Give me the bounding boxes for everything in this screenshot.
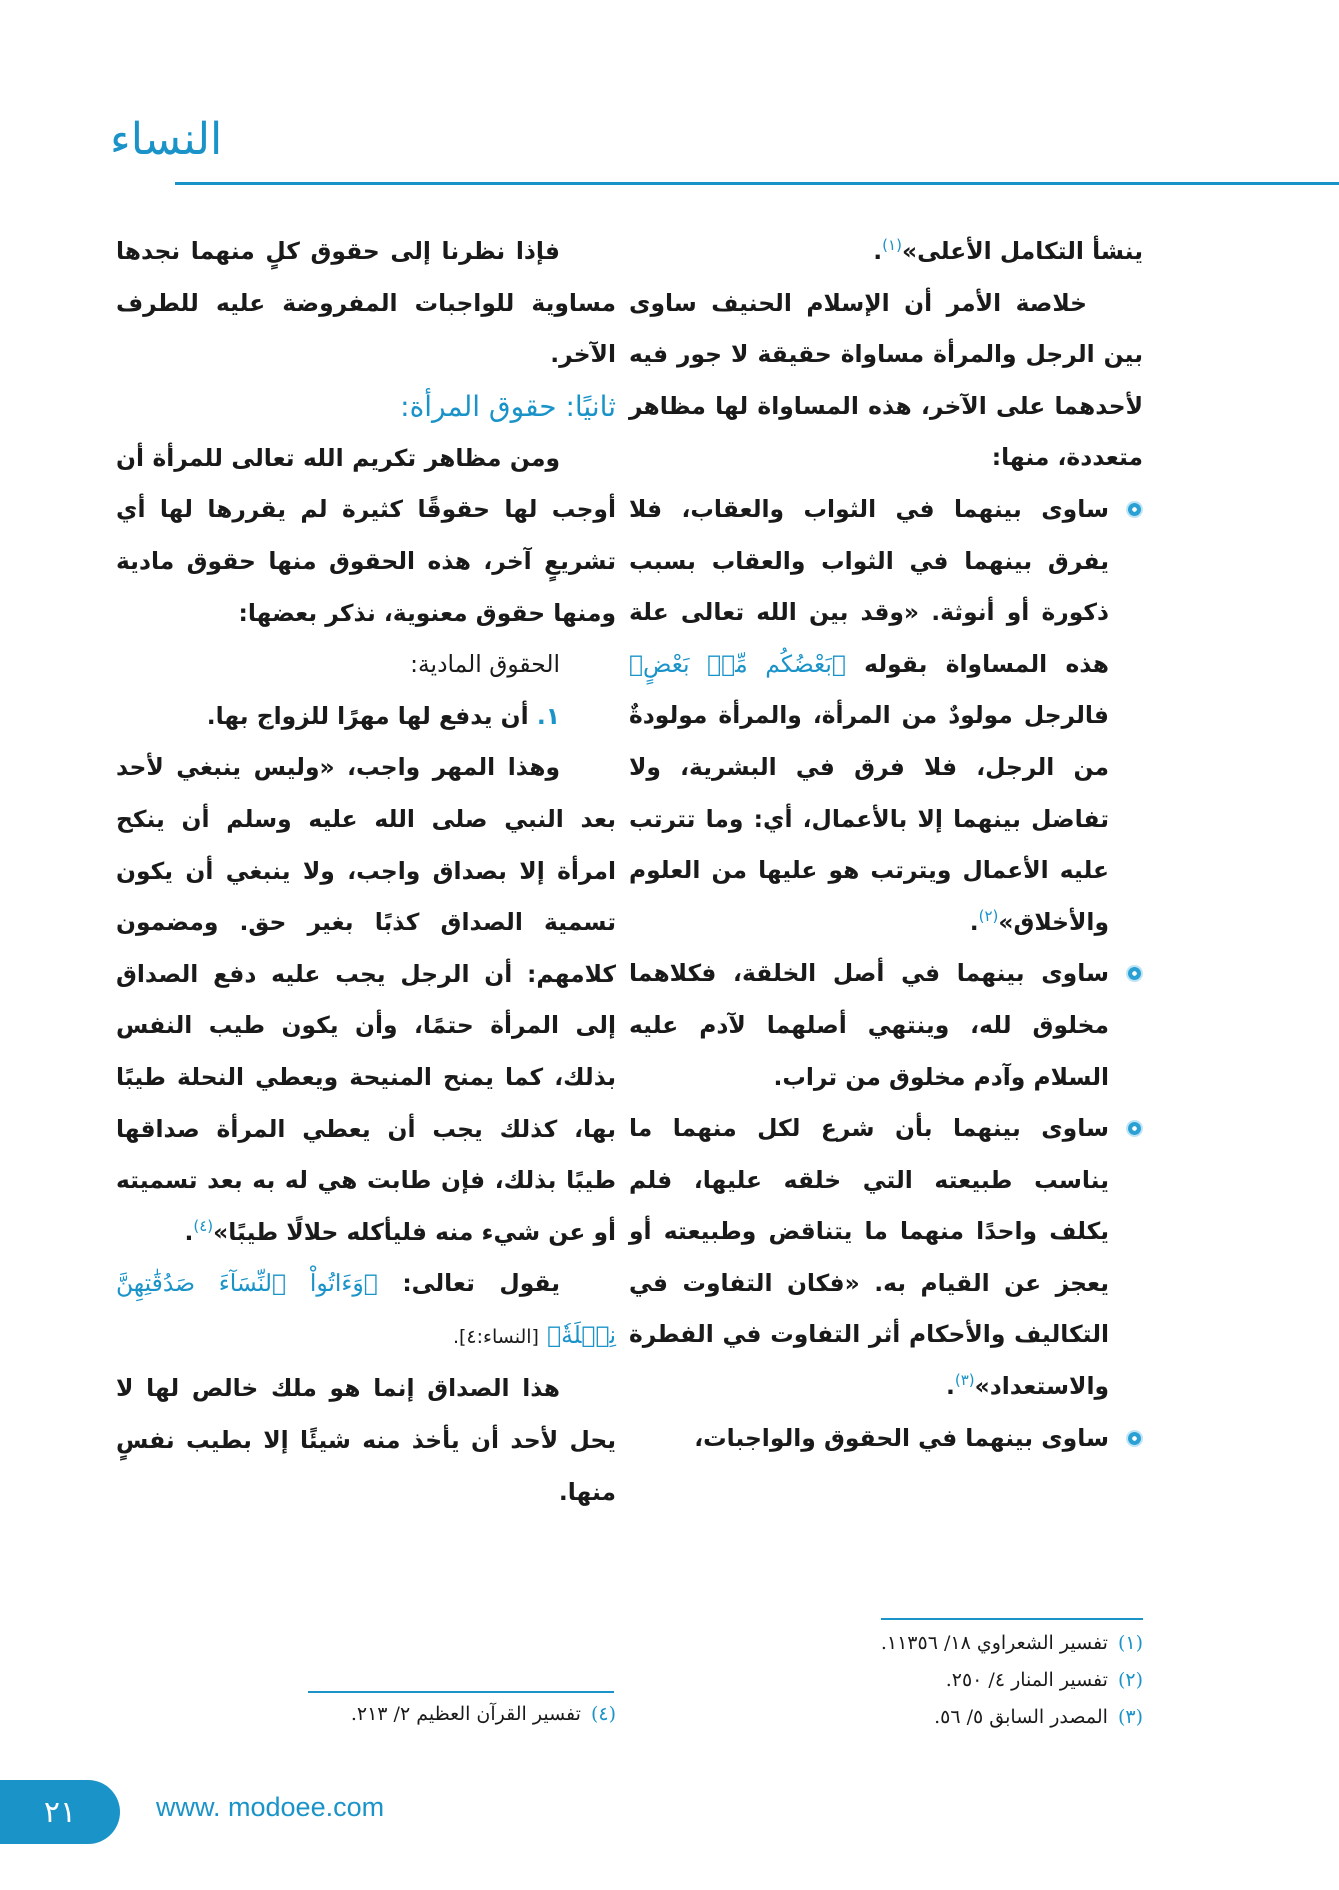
quran-verse: ﴿وَءَاتُواْ ٱلنِّسَآءَ صَدُقَٰتِهِنَّ نِحۡلَةٗ﴾ xyxy=(116,1269,616,1349)
paragraph-dowry: وهذا المهر واجب، «وليس ينبغي لأحد بعد النبي صلى الله عليه وسلم أن ينكح امرأة إلا بصداق واجب، ولا ينبغي أن يكون تسمية الصداق كذبًا بغير حق. ومضمون كلامهم: أن الرجل يجب عليه دفع الصداق إلى المرأة حتمًا، وأن يكون طيب النفس بذلك، كما يمنح المنيحة ويعطي النحلة طيبًا بها، كذلك يجب أن يعطي المرأة صداقها طيبًا بذلك، فإن طابت هي له به بعد تسميته أو عن شيء منه فليأكله حلالًا طيبًا»$^{(٤)}$. xyxy=(116,753,616,1246)
bullet-flower-icon xyxy=(1128,503,1141,516)
paragraph-summary: خلاصة الأمر أن الإسلام الحنيف ساوى بين الرجل والمرأة مساواة حقيقة لا جور فيه لأحدهما على الآخر، هذه المساواة لها مظاهر متعددة، منها: xyxy=(629,288,1143,472)
bullet-item: ساوى بينهما في أصل الخلقة، فكلاهما مخلوق لله، وينتهي أصلهما لآدم عليه السلام وآدم مخلوق من تراب. xyxy=(629,948,1143,1103)
left-column xyxy=(116,226,616,1518)
footnote-divider xyxy=(881,1618,1143,1620)
paragraph-intro: فإذا نظرنا إلى حقوق كلٍ منهما نجدها مساوية للواجبات المفروضة عليه للطرف الآخر. xyxy=(116,237,616,369)
paragraph-continuation: ينشأ التكامل الأعلى»$^{(١)}$. xyxy=(873,236,1143,265)
bullet-flower-icon xyxy=(1128,1432,1141,1445)
numbered-item: ١. أن يدفع لها مهرًا للزواج بها. xyxy=(206,701,560,730)
paragraph-verse: يقول تعالى: ﴿وَءَاتُواْ ٱلنِّسَآءَ صَدُقَٰتِهِنَّ نِحۡلَةٗ﴾ [النساء:٤]. xyxy=(116,1269,616,1349)
website-link[interactable]: www. modoee.com xyxy=(156,1792,385,1822)
footnotes-right xyxy=(623,1625,1143,1736)
section-heading: ثانيًا: حقوق المرأة: xyxy=(400,389,616,423)
quran-verse: ﴿بَعْضُكُم مِّنۢ بَعْضٍ﴾ xyxy=(629,649,846,678)
bullet-flower-icon xyxy=(1128,967,1141,980)
item-number: ١. xyxy=(536,701,560,730)
paragraph-rights: ومن مظاهر تكريم الله تعالى للمرأة أن أوجب لها حقوقًا كثيرة لم يقررها لها أي تشريعٍ آخر، هذه الحقوق منها حقوق مادية ومنها حقوق معنوية، نذكر بعضها: xyxy=(116,443,616,627)
footnote: (٤)تفسير القرآن العظيم ٢/ ٢١٣. xyxy=(350,1703,616,1725)
header-rule xyxy=(175,182,1339,185)
footnotes-left xyxy=(116,1696,616,1733)
footnote: (٢)تفسير المنار ٤/ ٢٥٠. xyxy=(945,1669,1143,1691)
bullet-flower-icon xyxy=(1128,1122,1141,1135)
footnote-ref[interactable]: (٢) xyxy=(978,906,999,925)
footnote-ref[interactable]: (٤) xyxy=(193,1216,214,1235)
footnote-ref[interactable]: (٣) xyxy=(954,1371,975,1390)
bullet-item: ساوى بينهما في الثواب والعقاب، فلا يفرق بينهما في الثواب والعقاب بسبب ذكورة أو أنوثة. «وقد بين الله تعالى علة هذه المساواة بقوله ﴿بَعْضُكُم مِّنۢ بَعْضٍ﴾ فالرجل مولودٌ من المرأة، والمرأة مولودةٌ من الرجل، فلا فرق في البشرية، ولا تفاضل بينهما إلا بالأعمال، أي: وما تترتب عليه الأعمال ويترتب هو عليها من العلوم والأخلاق»$^{(٢)}$. xyxy=(629,484,1143,948)
paragraph-material-rights: الحقوق المادية: xyxy=(410,650,560,679)
footnote: (١)تفسير الشعراوي ١٨/ ١١٣٥٦. xyxy=(880,1632,1143,1654)
footnote: (٣)المصدر السابق ٥/ ٥٦. xyxy=(934,1706,1143,1728)
footnote-divider xyxy=(308,1691,614,1693)
page-number: ٢١ xyxy=(0,1780,120,1844)
paragraph-ownership: هذا الصداق إنما هو ملك خالص لها لا يحل لأحد أن يأخذ منه شيئًا إلا بطيب نفسٍ منها. xyxy=(116,1374,616,1506)
bullet-item: ساوى بينهما بأن شرع لكل منهما ما يناسب طبيعته التي خلقه عليها، فلم يكلف واحدًا منهما ما يتناقض وطبيعته أو يعجز عن القيام به. «فكان التفاوت في التكاليف والأحكام أثر التفاوت في الفطرة والاستعداد»$^{(٣)}$. xyxy=(629,1103,1143,1413)
right-column xyxy=(629,226,1143,1464)
page-title: النساء xyxy=(110,114,223,165)
footnote-ref[interactable]: (١) xyxy=(882,236,902,255)
verse-citation: [النساء:٤]. xyxy=(452,1325,539,1348)
bullet-item: ساوى بينهما في الحقوق والواجبات، xyxy=(629,1413,1143,1465)
